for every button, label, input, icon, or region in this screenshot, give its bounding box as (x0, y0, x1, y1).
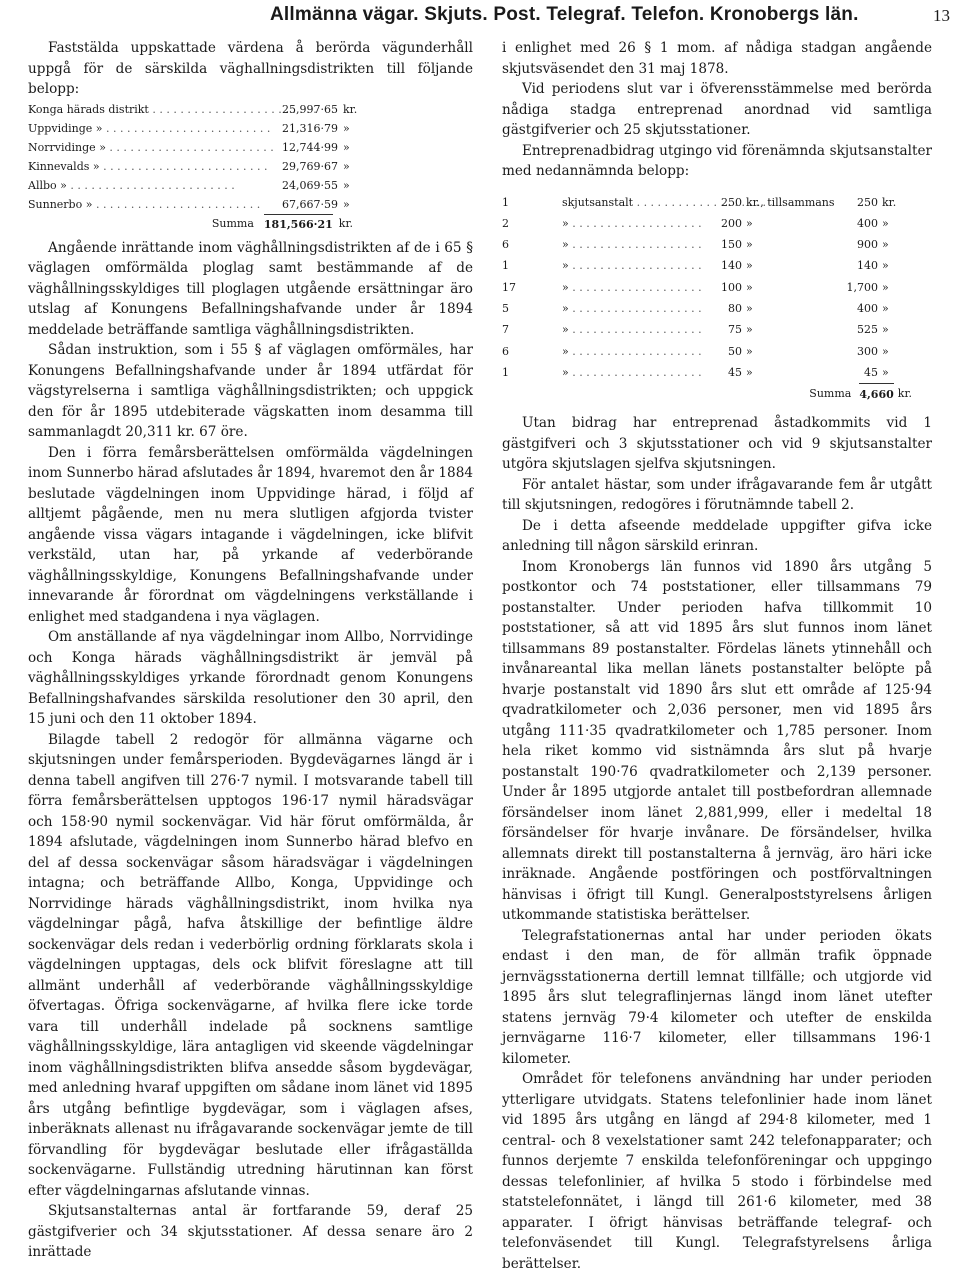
station-desc: skjutsanstalt . . . (562, 192, 702, 213)
station-desc: » . . . (562, 341, 702, 362)
station-desc: » . . . (562, 213, 702, 234)
table-sum-row (502, 383, 932, 405)
table-row (502, 341, 932, 362)
paragraph: Den i förra femårsberättelsen omförmälda vägdelningen inom Sunnerbo härad afslutades år 1894, hvaremot den år 1884 beslutade vägdelningen inom Uppvidinge härad, i följd af alltjemt pågående, men nu mera slutligen afgjorda tvister angående vissa vägars intagande i vägdelningen, icke blifvit verkstäld, utan har, på yrkande af vederbörande väghållningsskyldige, Konungens Befallningshafvande under innevarande år förordnat om vägdelningens verkställande i enlighet med stadgandena i nya väglagen. (28, 444, 473, 625)
unit: » (882, 259, 889, 273)
table-row (502, 213, 932, 234)
table-row (28, 138, 473, 157)
sum-value: 4,660 (859, 383, 893, 405)
subsidy-amount: 140 (721, 259, 742, 273)
page-header (0, 4, 960, 28)
sum-label: Summa (211, 216, 254, 230)
subsidy-total: 1,700 (846, 280, 878, 294)
district-name: Uppvidinge » . . . (28, 119, 258, 138)
unit: » (882, 280, 889, 294)
district-value: 24,069·55 (282, 178, 338, 192)
district-name: Allbo » . . . (28, 176, 258, 195)
connector-text: » (746, 259, 753, 273)
running-title: Allmänna vägar. Skjuts. Post. Telegraf. Telefon. Kronobergs län. (270, 4, 859, 25)
station-desc: » . . . (562, 234, 702, 255)
subsidy-amount: 50 (728, 344, 742, 358)
station-count: 1 (502, 195, 509, 209)
paragraph: Entreprenadbidrag utgingo vid förenämnda skjutsanstalter med nedannämnda belopp: (502, 142, 932, 179)
subsidy-amount: 200 (721, 216, 742, 230)
table-row (28, 195, 473, 214)
table-row (502, 192, 932, 213)
paragraph: Telegrafstationernas antal har under perioden ökats endast i den man, de för allmän trafik öppnade jernvägsstationerna dertill lemnat tillfälle; och utgjorde vid 1895 års slut telegraflinjernas längd inom länet utefter statens jernväg 79·4 kilometer och utefter de enskilda jernvägarne 116·7 kilometer, eller tillsammans 196·1 kilometer. (502, 927, 932, 1067)
sum-unit: kr. (897, 387, 912, 401)
table-row (28, 176, 473, 195)
unit: » (882, 323, 889, 337)
subsidy-table (502, 192, 932, 406)
table-row (502, 255, 932, 276)
subsidy-amount: 75 (728, 323, 742, 337)
page-number: 13 (933, 6, 950, 25)
district-value: 21,316·79 (282, 121, 338, 135)
connector-text: kr., tillsammans (746, 195, 835, 209)
connector-text: » (746, 216, 753, 230)
paragraph: För antalet hästar, som under ifrågavarande fem år utgått till skjutsningen, redogöres i förutnämnde tabell 2. (502, 476, 932, 514)
paragraph: Skjutsanstalternas antal är fortfarande 59, deraf 25 gästgifverier och 34 skjutsstationer. Af dessa senare äro 2 inrättade (28, 1203, 473, 1260)
unit: » (882, 216, 889, 230)
connector-text: » (746, 238, 753, 252)
district-name: Konga härads distrikt . . . (28, 100, 258, 119)
table-row (502, 319, 932, 340)
station-count: 17 (502, 280, 516, 294)
road-value-table (28, 100, 473, 234)
station-count: 1 (502, 365, 509, 379)
unit: » (343, 121, 350, 135)
sum-value: 181,566·21 (264, 214, 333, 234)
station-desc: » . . . (562, 298, 702, 319)
paragraph: Sådan instruktion, som i 55 § af väglagen omförmäles, har Konungens Befallningshafvande under år 1894 utfärdat för vägstyrelserna i samtliga väghållningsdistrikten; och uppgick den för år 1895 utdebiterade vägskatten inom desamma till sammanlagdt 20,311 kr. 67 öre. (28, 342, 473, 440)
district-value: 25,997·65 (282, 102, 338, 116)
subsidy-total: 250 (857, 195, 878, 209)
unit: » (343, 197, 350, 211)
subsidy-amount: 45 (728, 365, 742, 379)
sum-unit: kr. (338, 216, 353, 230)
unit: » (343, 140, 350, 154)
district-name: Norrvidinge » . . . (28, 138, 258, 157)
table-row (502, 298, 932, 319)
paragraph: De i detta afseende meddelade uppgifter gifva icke anledning till någon särskild erinran. (502, 517, 932, 555)
table-row (28, 157, 473, 176)
table-row (28, 100, 473, 119)
table-row (502, 234, 932, 255)
table-row (502, 362, 932, 383)
table-sum-row (28, 214, 473, 234)
paragraph: i enlighet med 26 § 1 mom. af nådiga stadgan angående skjutsväsendet den 31 maj 1878. (502, 40, 932, 77)
connector-text: » (746, 344, 753, 358)
unit: » (882, 301, 889, 315)
table-row (28, 119, 473, 138)
connector-text: » (746, 365, 753, 379)
paragraph: Vid periodens slut var i öfverensstämmelse med berörda nådiga stadga entreprenad anordnad vid samtliga gästgifverier och 25 skjutsstationer. (502, 81, 932, 138)
station-count: 5 (502, 301, 509, 315)
connector-text: » (746, 301, 753, 315)
left-column (28, 38, 473, 1263)
paragraph: Angående inrättande inom väghållningsdistrikten af de i 65 § väglagen omförmälda ploglag samt bestämmande af de väghållningsskyldiges till ploglagen utgående ersättningar äro utslag af Konungens Befallningshafvande under år 1894 meddelade beträffande samtliga väghållningsdistrikten. (28, 239, 473, 338)
paragraph: Om anställande af nya vägdelningar inom Allbo, Norrvidinge och Konga härads väghållningsdistrikt är jemväl på väghållningsskyldiges yrkande förordnadt genom Konungens Befallningshafvandes särskilda resolutioner den 30 april, den 15 juni och den 11 oktober 1894. (28, 629, 473, 727)
subsidy-total: 45 (864, 365, 878, 379)
subsidy-total: 400 (857, 216, 878, 230)
sum-label: Summa (809, 387, 852, 401)
subsidy-total: 400 (857, 301, 878, 315)
district-name: Kinnevalds » . . . (28, 157, 258, 176)
subsidy-total: 900 (857, 238, 878, 252)
station-desc: » . . . (562, 319, 702, 340)
subsidy-amount: 250 (721, 195, 742, 209)
unit: » (882, 344, 889, 358)
connector-text: » (746, 323, 753, 337)
district-value: 67,667·59 (282, 197, 338, 211)
district-name: Sunnerbo » . . . (28, 195, 258, 214)
unit: » (343, 178, 350, 192)
paragraph: Inom Kronobergs län funnos vid 1890 års utgång 5 postkontor och 74 poststationer, eller tillsammans 79 postanstalter. Under perioden hafva tillkommit 10 poststationer, så att vid 1895 års slut funnos inom länet tillsammans 89 postanstalter. Fördelas länets ytinnehåll och invånareantal lika mellan länets postanstalter belöpte på hvarje postanstalt vid 1890 års slut ett område af 125·94 qvadratkilometer och 2,036 personer, men vid 1895 års utgång 111·35 qvadratkilometer och 1,785 personer. Inom hela riket kommo vid sistnämnda års slut på hvarje postanstalt 190·76 qvadratkilometer och 2,139 personer. Under år 1895 utgjorde antalet till postbefordran allemnade försändelser inom länet 2,881,999, eller i medeltal 18 försändelser för hvarje invånare. De försändelser, hvilka allemnats direkt till postanstalterna å jernväg, äro häri icke inräknade. Angående postföringen och postförvaltningen hänvisas i öfrigt till Kungl. Generalpoststyrelsens årligen utkommande statistiska berättelser. (502, 558, 932, 924)
connector-text: » (746, 280, 753, 294)
station-desc: » . . . (562, 277, 702, 298)
subsidy-amount: 150 (721, 238, 742, 252)
subsidy-total: 140 (857, 259, 878, 273)
subsidy-total: 525 (857, 323, 878, 337)
unit: » (343, 159, 350, 173)
subsidy-amount: 80 (728, 301, 742, 315)
unit: » (882, 365, 889, 379)
unit: kr. (343, 102, 358, 116)
station-count: 6 (502, 344, 509, 358)
district-value: 12,744·99 (282, 140, 338, 154)
subsidy-total: 300 (857, 344, 878, 358)
unit: kr. (882, 195, 897, 209)
station-count: 7 (502, 323, 509, 337)
station-count: 6 (502, 238, 509, 252)
subsidy-amount: 100 (721, 280, 742, 294)
right-column (502, 38, 932, 1274)
intro-paragraph: Faststälda uppskattade värdena å berörda vägunderhåll uppgå för de särskilda väghallningsdistrikten till följande belopp: (28, 40, 473, 97)
station-count: 1 (502, 259, 509, 273)
station-desc: » . . . (562, 255, 702, 276)
table-row (502, 277, 932, 298)
paragraph: Bilagde tabell 2 redogör för allmänna vägarne och skjutsningen under femårsperioden. Bygdevägarnes längd är i denna tabell angifven till 276·7 nymil. I motsvarande tabell till förra femårsberättelsen upptogos 196·17 nymil häradsvägar och 158·90 nymil sockenvägar. Vid här förut omförmälda, år 1894 afslutade, vägdelningen inom Sunnerbo härad blefvo en del af dessa sockenvägar såsom häradsvägar i vägdelningen intagna; och beträffande Allbo, Konga, Uppvidinge och Norrvidinge härads väghållningsdistrikt, inom hvilka nya vägdelningar pågå, hafva åtskillige der befintlige äldre sockenvägar dels redan i vederbörlig ordning förklarats skola i vägdelningen upptagas, dels ock blifvit föreslagne att till allmänt underhåll af vederbörande väghållningsskyldige öfvertagas. Öfriga sockenvägarne, af hvilka flere icke torde vara till underhåll indelade på socknens samtlige väghållningsskyldige, lära antagligen vid skeende vägdelningar inom väghållningsdistrikten blifva ansedde såsom bygdevägar, med anledning hvaraf uppgiften om sådane inom länet vid 1895 års utgång befintlige bygdevägar, som i väglagen afses, inberäknats allenast nu ifrågavarande sockenvägar jemte de till förvandling för bygdevägar beslutade eller ifrågaställda sockenvägarne. Fullständig utredning härutinnan kan först efter vägdelningarnas afslutande vinnas. (28, 731, 473, 1199)
district-value: 29,769·67 (282, 159, 338, 173)
station-count: 2 (502, 216, 509, 230)
station-desc: » . . . (562, 362, 702, 383)
unit: » (882, 238, 889, 252)
paragraph: Utan bidrag har entreprenad åstadkommits vid 1 gästgifveri och 3 skjutsstationer och vid 9 skjutsanstalter utgöra skjutslagen sjelfva skjutsningen. (502, 415, 932, 473)
paragraph: Området för telefonens användning har under perioden ytterligare utvidgats. Statens telefonlinier hade inom länet vid 1895 års utgång en längd af 294·8 kilometer, med 1 central- och 8 vexelstationer samt 242 telefonapparater; och funnos derjemte 7 enskilda telefonföreningar och uppgingo dessas telefonlinier, af hvilka 5 stodo i förbindelse med statstelefonnätet, i längd till 261·6 kilometer, med 38 apparater. I öfrigt hänvisas beträffande telegraf- och telefonväsendet till Kungl. Telegrafstyrelsens årliga berättelser. (502, 1071, 932, 1272)
